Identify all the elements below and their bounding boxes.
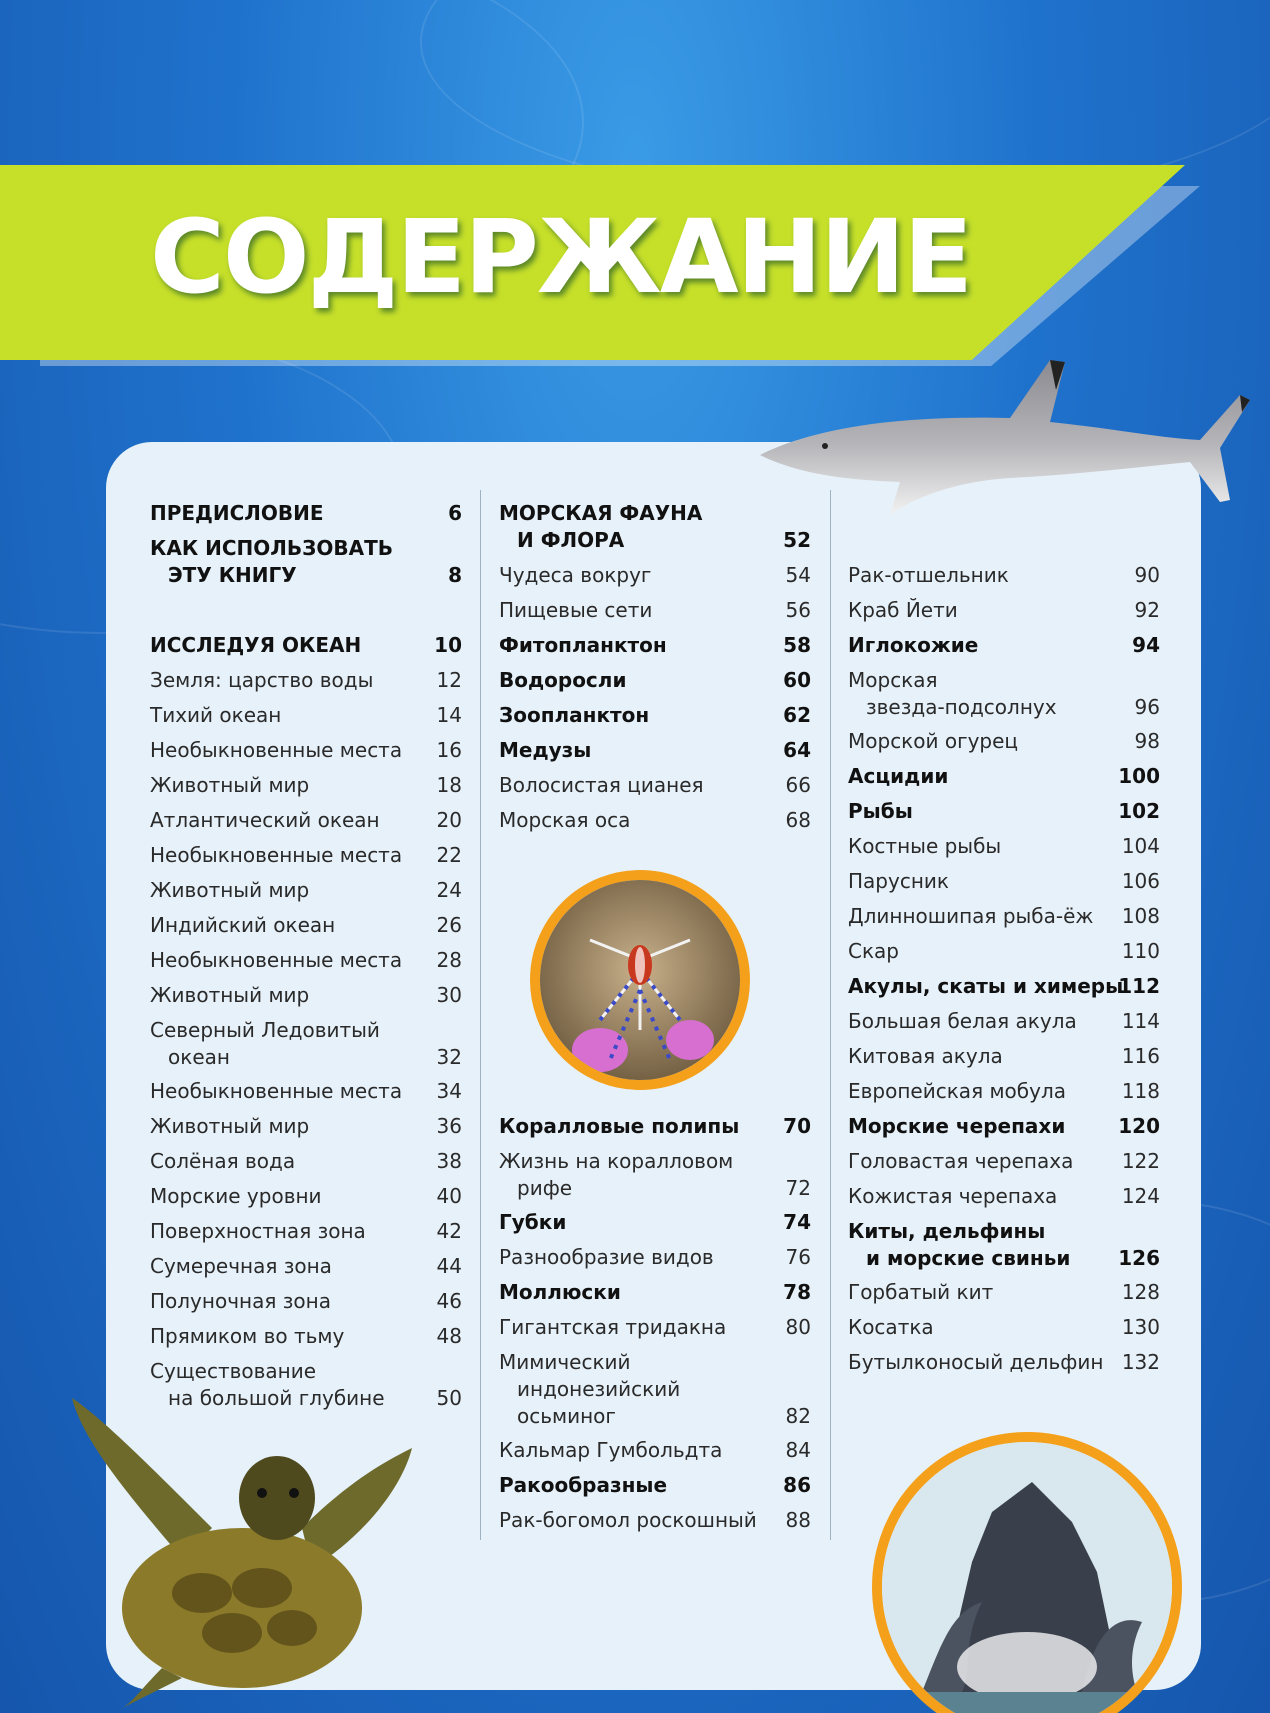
toc-entry[interactable]: Косатка 130 [848, 1315, 1160, 1339]
toc-entry[interactable]: Ракообразные 86 [499, 1473, 811, 1497]
toc-entry[interactable]: Мимический индонезийский осьминог 82 [499, 1350, 811, 1428]
toc-entry[interactable]: Костные рыбы 104 [848, 834, 1160, 858]
toc-entry[interactable]: Морские черепахи 120 [848, 1114, 1160, 1138]
toc-entry[interactable]: Гигантская тридакна 80 [499, 1315, 811, 1339]
toc-entry[interactable]: Прямиком во тьму 48 [150, 1324, 462, 1348]
toc-entry[interactable]: Необыкновенные места 22 [150, 843, 462, 867]
toc-entry[interactable]: Рак-отшельник 90 [848, 563, 1160, 587]
toc-entry[interactable]: Водоросли 60 [499, 668, 811, 692]
toc-entry[interactable]: Атлантический океан 20 [150, 808, 462, 832]
toc-entry[interactable]: Необыкновенные места 34 [150, 1079, 462, 1103]
toc-entry[interactable]: Сумеречная зона 44 [150, 1254, 462, 1278]
toc-entry[interactable]: Морские уровни 40 [150, 1184, 462, 1208]
toc-entry[interactable]: МОРСКАЯ ФАУНА И ФЛОРА 52 [499, 501, 811, 552]
toc-entry[interactable]: Волосистая цианея 66 [499, 773, 811, 797]
toc-entry[interactable]: Необыкновенные места 28 [150, 948, 462, 972]
toc-entry[interactable]: Морской огурец 98 [848, 729, 1160, 753]
toc-entry[interactable]: Животный мир 30 [150, 983, 462, 1007]
toc-entry[interactable]: Краб Йети 92 [848, 598, 1160, 622]
toc-entry[interactable]: Поверхностная зона 42 [150, 1219, 462, 1243]
toc-entry[interactable]: Киты, дельфины и морские свиньи 126 [848, 1219, 1160, 1270]
toc-entry[interactable]: Скар 110 [848, 939, 1160, 963]
shark-image [750, 350, 1260, 540]
toc-entry[interactable]: Длинношипая рыба-ёж 108 [848, 904, 1160, 928]
toc-entry[interactable]: Пищевые сети 56 [499, 598, 811, 622]
toc-entry[interactable]: Парусник 106 [848, 869, 1160, 893]
toc-entry[interactable]: ПРЕДИСЛОВИЕ 6 [150, 501, 462, 525]
toc-entry[interactable]: Большая белая акула 114 [848, 1009, 1160, 1033]
toc-entry[interactable]: Земля: царство воды 12 [150, 668, 462, 692]
toc-entry[interactable]: Существование на большой глубине 50 [150, 1359, 462, 1410]
toc-entry[interactable]: Моллюски 78 [499, 1280, 811, 1304]
toc-entry[interactable]: Кальмар Гумбольдта 84 [499, 1438, 811, 1462]
toc-entry[interactable]: Асцидии 100 [848, 764, 1160, 788]
toc-entry[interactable]: Животный мир 36 [150, 1114, 462, 1138]
sea-turtle-image [62, 1378, 422, 1708]
toc-entry[interactable]: Разнообразие видов 76 [499, 1245, 811, 1269]
toc-entry[interactable]: Коралловые полипы 70 [499, 1114, 811, 1138]
toc-entry[interactable]: Жизнь на коралловом рифе 72 [499, 1149, 811, 1200]
shrimp-photo [530, 870, 750, 1090]
toc-entry[interactable]: Медузы 64 [499, 738, 811, 762]
page-title: СОДЕРЖАНИЕ [150, 198, 972, 317]
toc-entry[interactable]: Животный мир 18 [150, 773, 462, 797]
toc-entry[interactable]: Животный мир 24 [150, 878, 462, 902]
toc-entry[interactable]: Морская оса 68 [499, 808, 811, 832]
toc-entry[interactable]: КАК ИСПОЛЬЗОВАТЬ ЭТУ КНИГУ 8 [150, 536, 462, 587]
toc-entry[interactable]: Рыбы 102 [848, 799, 1160, 823]
toc-entry[interactable]: Европейская мобула 118 [848, 1079, 1160, 1103]
toc-entry[interactable]: Рак-богомол роскошный 88 [499, 1508, 811, 1532]
column-divider [830, 490, 831, 1540]
toc-entry[interactable]: Северный Ледовитый океан 32 [150, 1018, 462, 1069]
toc-entry[interactable]: Полуночная зона 46 [150, 1289, 462, 1313]
toc-entry[interactable]: Морская звезда-подсолнух 96 [848, 668, 1160, 719]
toc-entry[interactable]: Зоопланктон 62 [499, 703, 811, 727]
column-divider [480, 490, 481, 1540]
toc-entry[interactable]: Губки 74 [499, 1210, 811, 1234]
toc-entry[interactable]: Чудеса вокруг 54 [499, 563, 811, 587]
toc-entry[interactable]: ИССЛЕДУЯ ОКЕАН 10 [150, 633, 462, 657]
toc-entry[interactable]: Тихий океан 14 [150, 703, 462, 727]
toc-entry[interactable]: Солёная вода 38 [150, 1149, 462, 1173]
toc-entry[interactable]: Фитопланктон 58 [499, 633, 811, 657]
toc-entry[interactable]: Индийский океан 26 [150, 913, 462, 937]
toc-entry[interactable]: Необыкновенные места 16 [150, 738, 462, 762]
toc-entry[interactable]: Горбатый кит 128 [848, 1280, 1160, 1304]
toc-entry[interactable]: Китовая акула 116 [848, 1044, 1160, 1068]
toc-entry[interactable]: Кожистая черепаха 124 [848, 1184, 1160, 1208]
toc-entry[interactable]: Иглокожие 94 [848, 633, 1160, 657]
toc-entry[interactable]: Бутылконосый дельфин 132 [848, 1350, 1160, 1374]
toc-entry[interactable]: Акулы, скаты и химеры 112 [848, 974, 1160, 998]
toc-entry[interactable]: Головастая черепаха 122 [848, 1149, 1160, 1173]
